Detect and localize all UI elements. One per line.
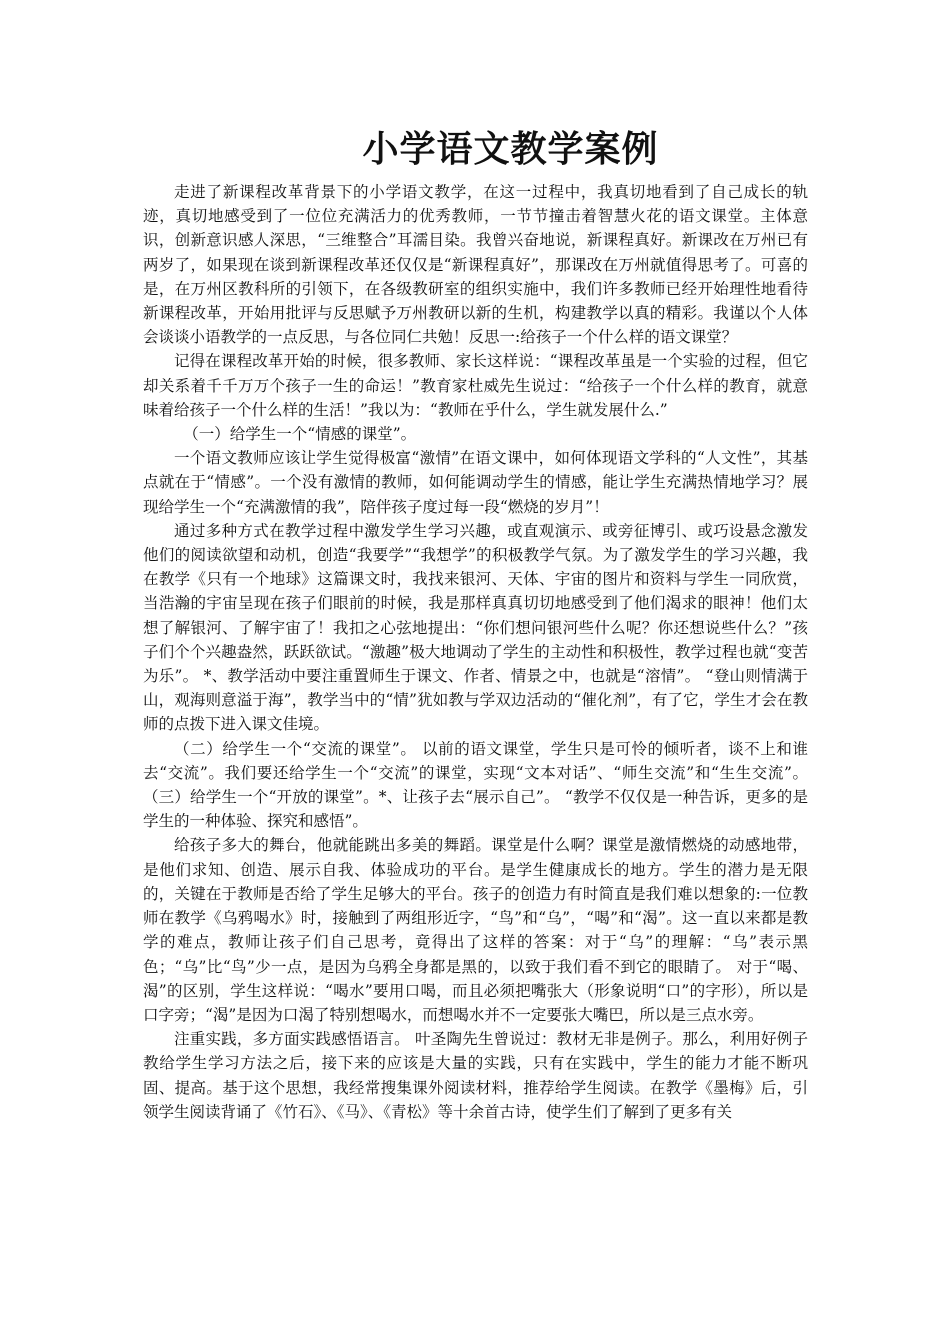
paragraph-interest: 通过多种方式在教学过程中激发学生学习兴趣，或直观演示、或旁征博引、或巧设悬念激发他们的阅读欲望和动机，创造“我要学”“我想学”的积极教学气氛。为了激发学生的学习兴趣，我在教学《只有一个地球》这篇课文时，我找来银河、天体、宇宙的图片和资料与学生一同欣赏，当浩瀚的宇宙呈现在孩子们眼前的时候，我是那样真真切切地感受到了他们渴求的眼神！他们太想了解银河、了解宇宙了！我扣之心弦地提出：“你们想问银河些什么呢？你还想说些什么？”孩子们个个兴趣盎然，跃跃欲试。“激趣”极大地调动了学生的主动性和积极性，教学过程也就“变苦为乐”。 *、教学活动中要注重置师生于课文、作者、情景之中，也就是“溶情”。 “登山则情满于山，观海则意溢于海”，教学当中的“情”犹如教与学双边活动的“催化剂”，有了它，学生才会在教师的点拨下进入课文佳境。 bbox=[143, 521, 808, 734]
paragraph-practice: 注重实践，多方面实践感悟语言。 叶圣陶先生曾说过：教材无非是例子。那么，利用好例子教给学生学习方法之后，接下来的应该是大量的实践，只有在实践中，学生的能力才能不断巩固、提高。基于这个思想，我经常搜集课外阅读材料，推荐给学生阅读。在教学《墨梅》后，引领学生阅读背诵了《竹石》、《马》、《青松》等十余首古诗，使学生们了解到了更多有关 bbox=[143, 1030, 808, 1121]
document-title: 小学语文教学案例 bbox=[362, 129, 659, 170]
paragraph-reform-quote: 记得在课程改革开始的时候，很多教师、家长这样说：“课程改革虽是一个实验的过程，但它却关系着千千万万个孩子一生的命运！”教育家杜威先生说过：“给孩子一个什么样的教育，就意味着给孩子一个什么样的生活！”我以为：“教师在乎什么，学生就发展什么.” bbox=[143, 352, 808, 419]
paragraph-communication: （二）给学生一个“交流的课堂”。 以前的语文课堂，学生只是可怜的倾听者，谈不上和谁去“交流”。我们要还给学生一个“交流”的课堂，实现“文本对话”、“师生交流”和“生生交流”。（三）给学生一个“开放的课堂”。*、让孩子去“展示自己”。 “教学不仅仅是一种告诉，更多的是学生的一种体验、探究和感悟”。 bbox=[143, 739, 808, 831]
paragraph-heading-emotion: （一）给学生一个“情感的课堂”。 bbox=[183, 425, 417, 444]
paragraph-intro: 走进了新课程改革背景下的小学语文教学，在这一过程中，我真切地看到了自己成长的轨迹，真切地感受到了一位位充满活力的优秀教师，一节节撞击着智慧火花的语文课堂。主体意识，创新意识感人深思，“三维整合”耳濡目染。我曾兴奋地说，新课程真好。新课改在万州已有两岁了，如果现在谈到新课程改革还仅仅是“新课程真好”，那课改在万州就值得思考了。可喜的是，在万州区教科所的引领下，在各级教研室的组织实施中，我们许多教师已经开始理性地看待新课程改革，开始用批评与反思赋予万州教研以新的生机，构建教学以真的精彩。我谨以个人体会谈谈小语教学的一点反思，与各位同仁共勉！反思一:给孩子一个什么样的语文课堂？ bbox=[143, 183, 808, 347]
paragraph-stage: 给孩子多大的舞台，他就能跳出多美的舞蹈。课堂是什么啊？课堂是激情燃烧的动感地带，是他们求知、创造、展示自我、体验成功的平台。是学生健康成长的地方。学生的潜力是无限的，关键在于教师是否给了学生足够大的平台。孩子的创造力有时简直是我们难以想象的:一位教师在教学《乌鸦喝水》时，接触到了两组形近字，“鸟”和“乌”，“喝”和“渴”。这一直以来都是教学的难点，教师让孩子们自己思考，竟得出了这样的答案：对于“乌”的理解：“乌”表示黑色；“乌”比“鸟”少一点，是因为乌鸦全身都是黑的，以致于我们看不到它的眼睛了。 对于“喝、渴”的区别，学生这样说：“喝水”要用口喝，而且必须把嘴张大（形象说明“口”的字形），所以是口字旁；“渴”是因为口渴了特别想喝水，而想喝水并不一定要张大嘴巴，所以是三点水旁。 bbox=[143, 836, 808, 1024]
document-page bbox=[143, 120, 808, 1124]
paragraph-emotion: 一个语文教师应该让学生觉得极富“激情”在语文课中，如何体现语文学科的“人文性”，其基点就在于“情感”。一个没有激情的教师，如何能调动学生的情感，能让学生充满热情地学习？展现给学生一个“充满激情的我”，陪伴孩子度过每一段“燃烧的岁月”！ bbox=[143, 449, 808, 516]
